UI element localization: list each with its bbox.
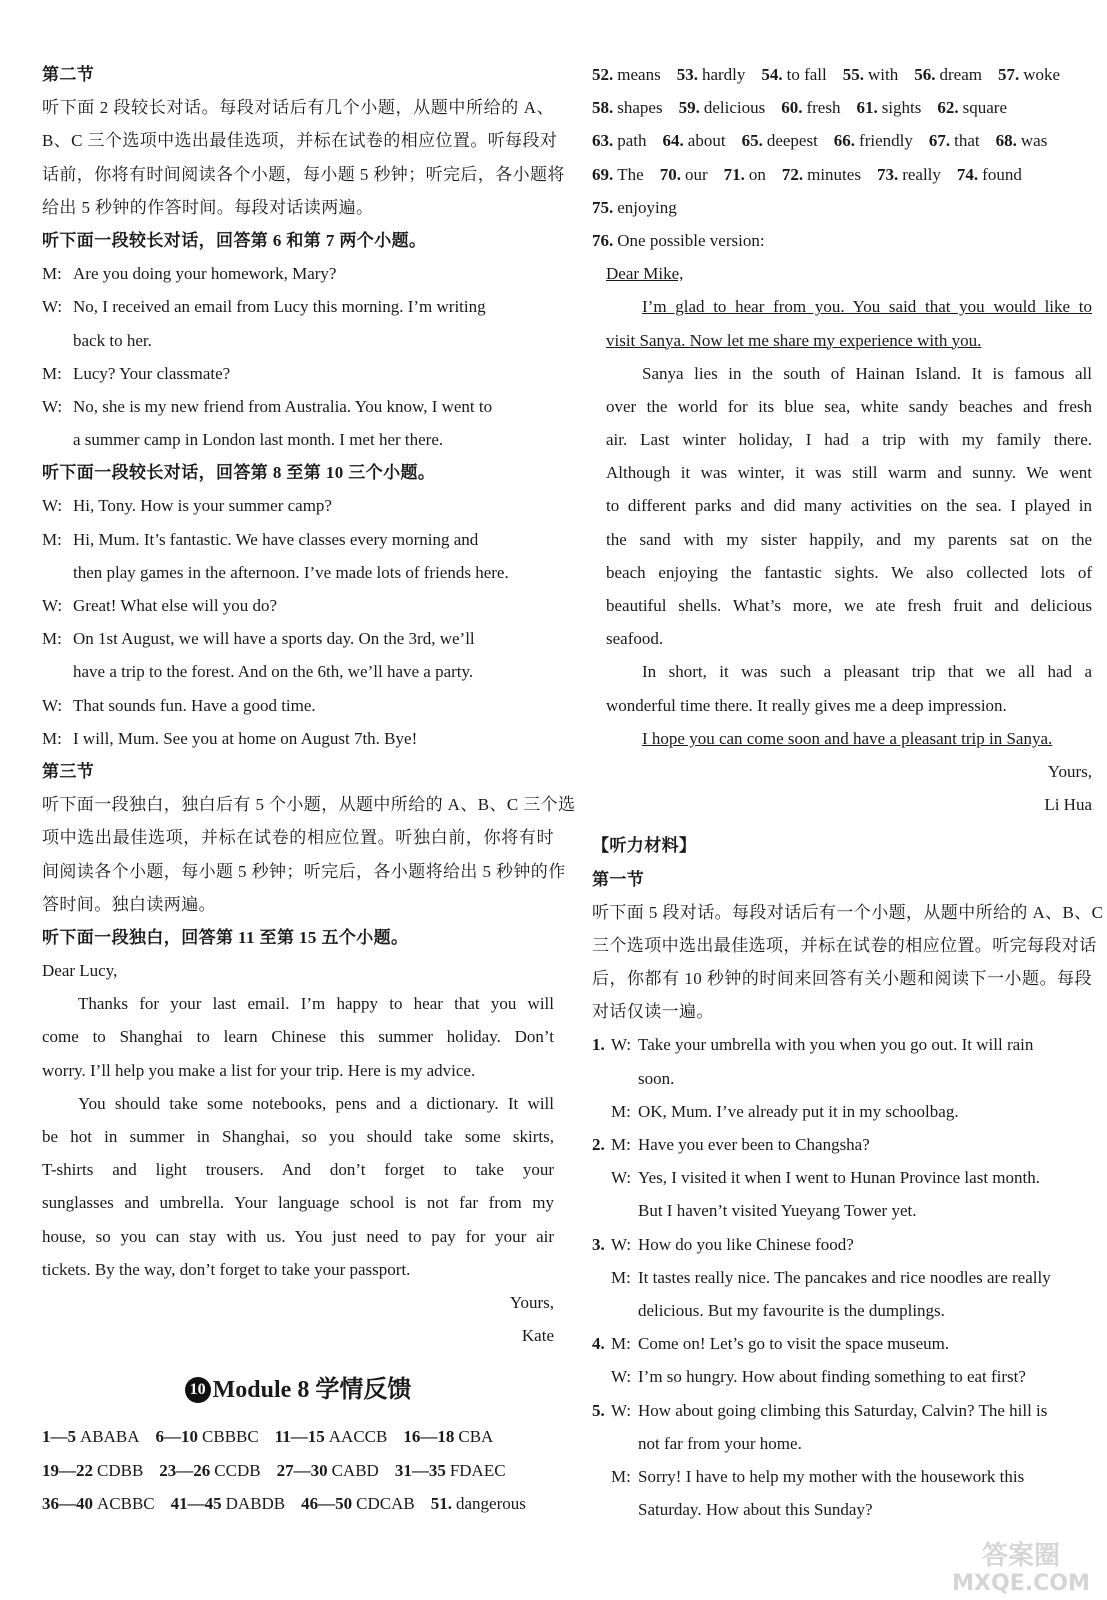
instruction-line: 三个选项中选出最佳选项，并标在试卷的相应位置。听完每段对话 [592,935,1097,955]
speaker-label: W: [42,297,63,317]
answer-value: ACBBC [97,1493,155,1513]
letter-line: worry. I’ll help you make a list for your trip. Here is my advice. [42,1060,476,1080]
answer-value: CCDB [214,1460,261,1480]
answer-value: our [684,164,708,184]
answer-number: 72. [781,164,804,184]
listening-dialog-line [592,1028,1092,1061]
answer-number: 59. [678,98,700,118]
dialog-text: Saturday. How about this Sunday? [638,1500,873,1520]
instruction-line: 对话仅读一遍。 [592,1002,714,1022]
listening-dialog-line [592,1161,1092,1194]
essay-line: I hope you can come soon and have a pleasant trip in Sanya. [642,728,1053,748]
answer-value: dangerous [455,1493,526,1513]
monologue-intro: 听下面一段独白，回答第 11 至第 15 五个小题。 [42,927,409,947]
letter-line: come to Shanghai to learn Chinese this summer holiday. Don’t [42,1027,554,1047]
essay-line: beautiful shells. What’s more, we ate fresh fruit and delicious [606,596,1092,615]
dialog2-line [42,655,554,688]
dialog-number: 5. [592,1400,605,1420]
dialog-text: On 1st August, we will have a sports day. On the 3rd, we’ll [73,629,475,649]
answer-number: 60. [781,98,803,118]
dialog1-line [42,290,554,323]
answer-value: sights [881,98,922,118]
essay-line: visit Sanya. Now let me share my experience with you. [606,330,982,350]
answer-value: deepest [766,131,818,151]
answer-number: 64. [662,131,684,151]
essay-line: over the world for its blue sea, white sandy beaches and fresh [606,396,1092,416]
answer-number: 74. [956,164,979,184]
right-column [592,58,1104,1526]
letter-greeting: Dear Lucy, [42,961,118,981]
letter-line: sunglasses and umbrella. Your language school is not far from my [42,1193,554,1213]
speaker-label: M: [611,1466,631,1486]
answer-row [592,91,1092,124]
dialog-text: But I haven’t visited Yueyang Tower yet. [638,1201,917,1221]
dialog-text: Yes, I visited it when I went to Hunan Province last month. [638,1168,1040,1188]
speaker-label: M: [611,1267,631,1287]
dialog-text: a summer camp in London last month. I met her there. [73,430,444,450]
answer-value: really [902,164,941,184]
dialog-number: 4. [592,1334,605,1354]
speaker-label: W: [611,1367,632,1387]
answer-value: dream [939,65,982,84]
answer-value: DABDB [225,1493,286,1513]
speaker-label: M: [42,728,62,748]
essay-line: wonderful time there. It really gives me a deep impression. [606,695,1007,715]
speaker-label: M: [42,629,62,649]
letter-close: Yours, [509,1292,554,1312]
dialog2-line [42,722,554,755]
instruction-line: 给出 5 秒钟的作答时间。每段对话读两遍。 [42,197,374,217]
material-title: 【听力材料】 [592,836,697,856]
letter-line: be hot in summer in Shanghai, so you should take some skirts, [42,1127,554,1146]
answer-row [42,1420,554,1453]
answer-value: to fall [786,65,827,84]
essay-line: beach enjoying the fantastic sights. We also collected lots of [606,562,1092,582]
dialog2-line [42,589,554,622]
listening-dialog-line [592,1493,1092,1526]
answer-row [592,191,1092,224]
listening-dialog-line [592,1294,1092,1327]
answer-value: about [687,131,726,151]
instruction-line: 听下面一段独白，独白后有 5 个小题，从题中所给的 A、B、C 三个选 [42,795,576,815]
answer-number: 67. [928,131,951,151]
spacer [592,821,1092,829]
speaker-label: W: [42,596,63,615]
listening-dialog-line [592,1228,1092,1261]
answer-number: 63. [592,131,614,151]
instruction-line: B、C 三个选项中选出最佳选项，并标在试卷的相应位置。听每段对 [42,131,558,151]
left-column [42,58,576,1520]
speaker-label: W: [611,1234,632,1254]
speaker-label: M: [611,1101,631,1121]
answer-value: fresh [806,98,841,118]
answer-value: found [982,164,1022,184]
speaker-label: W: [611,1168,632,1188]
answer-number: 36—40 [42,1493,93,1513]
answer-row [592,58,1092,91]
listening-dialog-line [592,1194,1092,1227]
essay-line: In short, it was such a pleasant trip that we all had a [642,662,1092,682]
listening-dialog-line [592,1394,1092,1427]
dialog-text: That sounds fun. Have a good time. [73,695,316,715]
answer-value: hardly [701,65,746,84]
dialog-text: No, I received an email from Lucy this morning. I’m writing [73,297,486,317]
instruction-line: 后，你都有 10 秒钟的时间来回答有关小题和阅读下一小题。每段 [592,969,1092,989]
dialog-text: Have you ever been to Changsha? [638,1135,870,1154]
section-title: 第二节 [42,65,95,84]
answer-value: with [868,65,899,84]
answer-row [42,1487,554,1520]
dialog-text: Sorry! I have to help my mother with the housework this [638,1466,1025,1486]
answer-number: 61. [856,98,878,118]
answer-number: 23—26 [159,1460,211,1480]
answer-number: 58. [592,98,614,118]
essay-line: I’m glad to hear from you. You said that you would like to [642,297,1092,317]
answer-value: AACCB [328,1427,388,1447]
dialog-number: 2. [592,1135,605,1154]
watermark-top: 答案圈 [981,1541,1061,1571]
speaker-label: W: [42,396,63,416]
speaker-label: W: [42,695,63,715]
dialog1-line [42,257,554,290]
dialog-text: It tastes really nice. The pancakes and rice noodles are really [638,1267,1051,1287]
answer-number: 56. [914,65,936,84]
dialog-text: then play games in the afternoon. I’ve made lots of friends here. [73,562,509,582]
watermark-logo [941,1534,1101,1596]
listening-dialog-line [592,1095,1092,1128]
answer-number: 73. [876,164,899,184]
answer-number: 66. [833,131,856,151]
answer-value: CBA [458,1427,494,1447]
speaker-label: W: [611,1400,632,1420]
essay-line: Sanya lies in the south of Hainan Island. It is famous all [642,363,1092,383]
instruction-line: 项中选出最佳选项，并标在试卷的相应位置。听独白前，你将有时 [42,828,554,848]
answer-number: 54. [761,65,783,84]
answer-value: ABABA [80,1427,140,1447]
speaker-label: M: [611,1334,631,1354]
dialog-text: back to her. [73,330,152,350]
answer-number: 75. [592,197,614,217]
answer-number: 31—35 [394,1460,446,1480]
section-title: 第三节 [42,761,95,781]
answer-row [592,124,1092,157]
answer-number: 68. [995,131,1017,151]
answer-number: 71. [723,164,745,184]
answer-value: was [1020,131,1048,151]
dialog2-line [42,489,554,522]
dialog2-line [42,689,554,722]
answer-number: 6—10 [155,1427,199,1447]
dialog-text: OK, Mum. I’ve already put it in my schoolbag. [638,1101,959,1121]
answer-number: 27—30 [276,1460,328,1480]
listening-dialog-line [592,1062,1092,1095]
essay-line: Although it was winter, it was still warm and sunny. We went [606,463,1092,483]
q76-label: One possible version: [617,230,765,250]
instruction-line: 听下面 5 段对话。每段对话后有一个小题，从题中所给的 A、B、C [592,902,1104,922]
speaker-label: M: [611,1135,631,1154]
essay-signature: Li Hua [1044,795,1092,815]
answer-number: 70. [659,164,681,184]
answer-number: 52. [592,65,614,84]
answer-value: square [962,98,1008,118]
listening-dialog-line [592,1327,1092,1360]
module-title: Module 8 学情反馈 [212,1377,412,1404]
answer-value: FDAEC [449,1460,506,1480]
essay-line: the sand with my sister happily, and my parents sat on the [606,529,1092,549]
dialog-text: I’m so hungry. How about finding something to eat first? [638,1367,1026,1387]
q76-number: 76. [592,230,614,250]
answer-number: 57. [997,65,1020,84]
answer-value: enjoying [617,197,677,217]
answer-value: delicious [703,98,766,118]
answer-value: CDCAB [356,1493,415,1513]
dialog1-line [42,423,554,456]
listening-dialog-line [592,1460,1092,1493]
dialog1-line [42,390,554,423]
dialog-text: have a trip to the forest. And on the 6th, we’ll have a party. [73,662,474,682]
answer-value: shapes [617,98,663,118]
speaker-label: M: [42,264,62,284]
dialog-number: 1. [592,1035,605,1055]
essay-greeting: Dear Mike, [606,264,684,284]
instruction-line: 听下面 2 段较长对话。每段对话后有几个小题，从题中所给的 A、 [42,98,554,118]
dialog1-line [42,357,554,390]
q76-heading [592,224,1092,257]
dialog-text: Hi, Tony. How is your summer camp? [73,496,332,516]
dialog2-line [42,622,554,655]
answer-number: 55. [842,65,865,84]
dialog-text: Great! What else will you do? [73,596,278,615]
answer-value: CDBB [97,1460,144,1480]
answer-value: woke [1023,65,1061,84]
answer-value: means [617,65,661,84]
dialog-text: delicious. But my favourite is the dumplings. [638,1300,945,1320]
dialog-text: No, she is my new friend from Australia. You know, I went to [73,396,493,416]
listening-dialog-line [592,1128,1092,1161]
listening-dialog-line [592,1360,1092,1393]
answer-number: 41—45 [170,1493,222,1513]
answer-number: 11—15 [274,1427,325,1447]
essay-line: air. Last winter holiday, I had a trip with my family there. [606,430,1092,450]
answer-number: 62. [937,98,959,118]
answer-number: 16—18 [403,1427,455,1447]
dialog-text: soon. [638,1068,675,1088]
listening-dialog-line [592,1427,1092,1460]
dialog-text: How about going climbing this Saturday, Calvin? The hill is [638,1400,1048,1420]
listening-dialog-line [592,1261,1092,1294]
answer-number: 65. [741,131,763,151]
answer-number: 1—5 [42,1427,76,1447]
essay-line: seafood. [606,629,664,649]
dialog-text: Hi, Mum. It’s fantastic. We have classes every morning and [73,529,479,549]
answer-value: minutes [807,164,861,184]
dialog1-line [42,324,554,357]
dialog-number: 3. [592,1234,605,1254]
dialog-text: Take your umbrella with you when you go out. It will rain [638,1035,1034,1055]
watermark-bottom: MXQE.COM [952,1571,1090,1596]
essay-line: to different parks and did many activities on the sea. I played in [606,496,1092,516]
dialog-text: not far from your home. [638,1433,802,1453]
answer-number: 46—50 [301,1493,353,1513]
dialog-text: Are you doing your homework, Mary? [73,264,337,284]
letter-line: You should take some notebooks, pens and a dictionary. It will [78,1093,554,1113]
dialog-text: I will, Mum. See you at home on August 7th. Bye! [73,728,418,748]
letter-line: Thanks for your last email. I’m happy to hear that you will [78,994,554,1014]
dialog-text: Come on! Let’s go to visit the space museum. [638,1334,950,1354]
instruction-line: 间阅读各个小题，每小题 5 秒钟；听完后，各小题将给出 5 秒钟的作 [42,861,566,881]
answer-value: friendly [859,131,913,151]
answer-value: CBBBC [202,1427,259,1447]
answer-value: path [617,131,647,151]
essay-close: Yours, [1047,761,1092,781]
module-heading [42,1366,554,1414]
dialog-intro: 听下面一段较长对话，回答第 6 和第 7 两个小题。 [42,230,427,250]
dialog2-line [42,523,554,556]
answer-row [592,158,1092,191]
answer-value: CABD [331,1460,379,1480]
speaker-label: M: [42,529,62,549]
letter-line: tickets. By the way, don’t forget to take your passport. [42,1259,411,1279]
letter-signature: Kate [521,1326,554,1346]
answer-value: The [617,164,644,184]
speaker-label: M: [42,363,62,383]
speaker-label: W: [42,496,63,516]
speaker-label: W: [611,1035,632,1055]
instruction-line: 答时间。独白读两遍。 [42,894,216,914]
letter-line: T-shirts and light trousers. And don’t forget to take your [42,1160,554,1180]
dialog-text: How do you like Chinese food? [638,1234,854,1254]
answer-value: on [748,164,766,184]
dialog2-line [42,556,554,589]
letter-line: house, so you can stay with us. You just need to pay for your air [42,1226,554,1246]
answer-number: 69. [592,164,614,184]
answer-number: 53. [676,65,698,84]
module-number-badge: 10 [185,1377,211,1403]
answer-value: that [954,131,980,151]
dialog-intro: 听下面一段较长对话，回答第 8 至第 10 三个小题。 [42,463,436,483]
answer-number: 19—22 [42,1460,93,1480]
instruction-line: 话前，你将有时间阅读各个小题，每小题 5 秒钟；听完后，各小题将 [42,164,565,184]
answer-number: 51. [430,1493,452,1513]
section-title: 第一节 [592,869,645,889]
answer-row [42,1454,554,1487]
dialog-text: Lucy? Your classmate? [73,363,231,383]
